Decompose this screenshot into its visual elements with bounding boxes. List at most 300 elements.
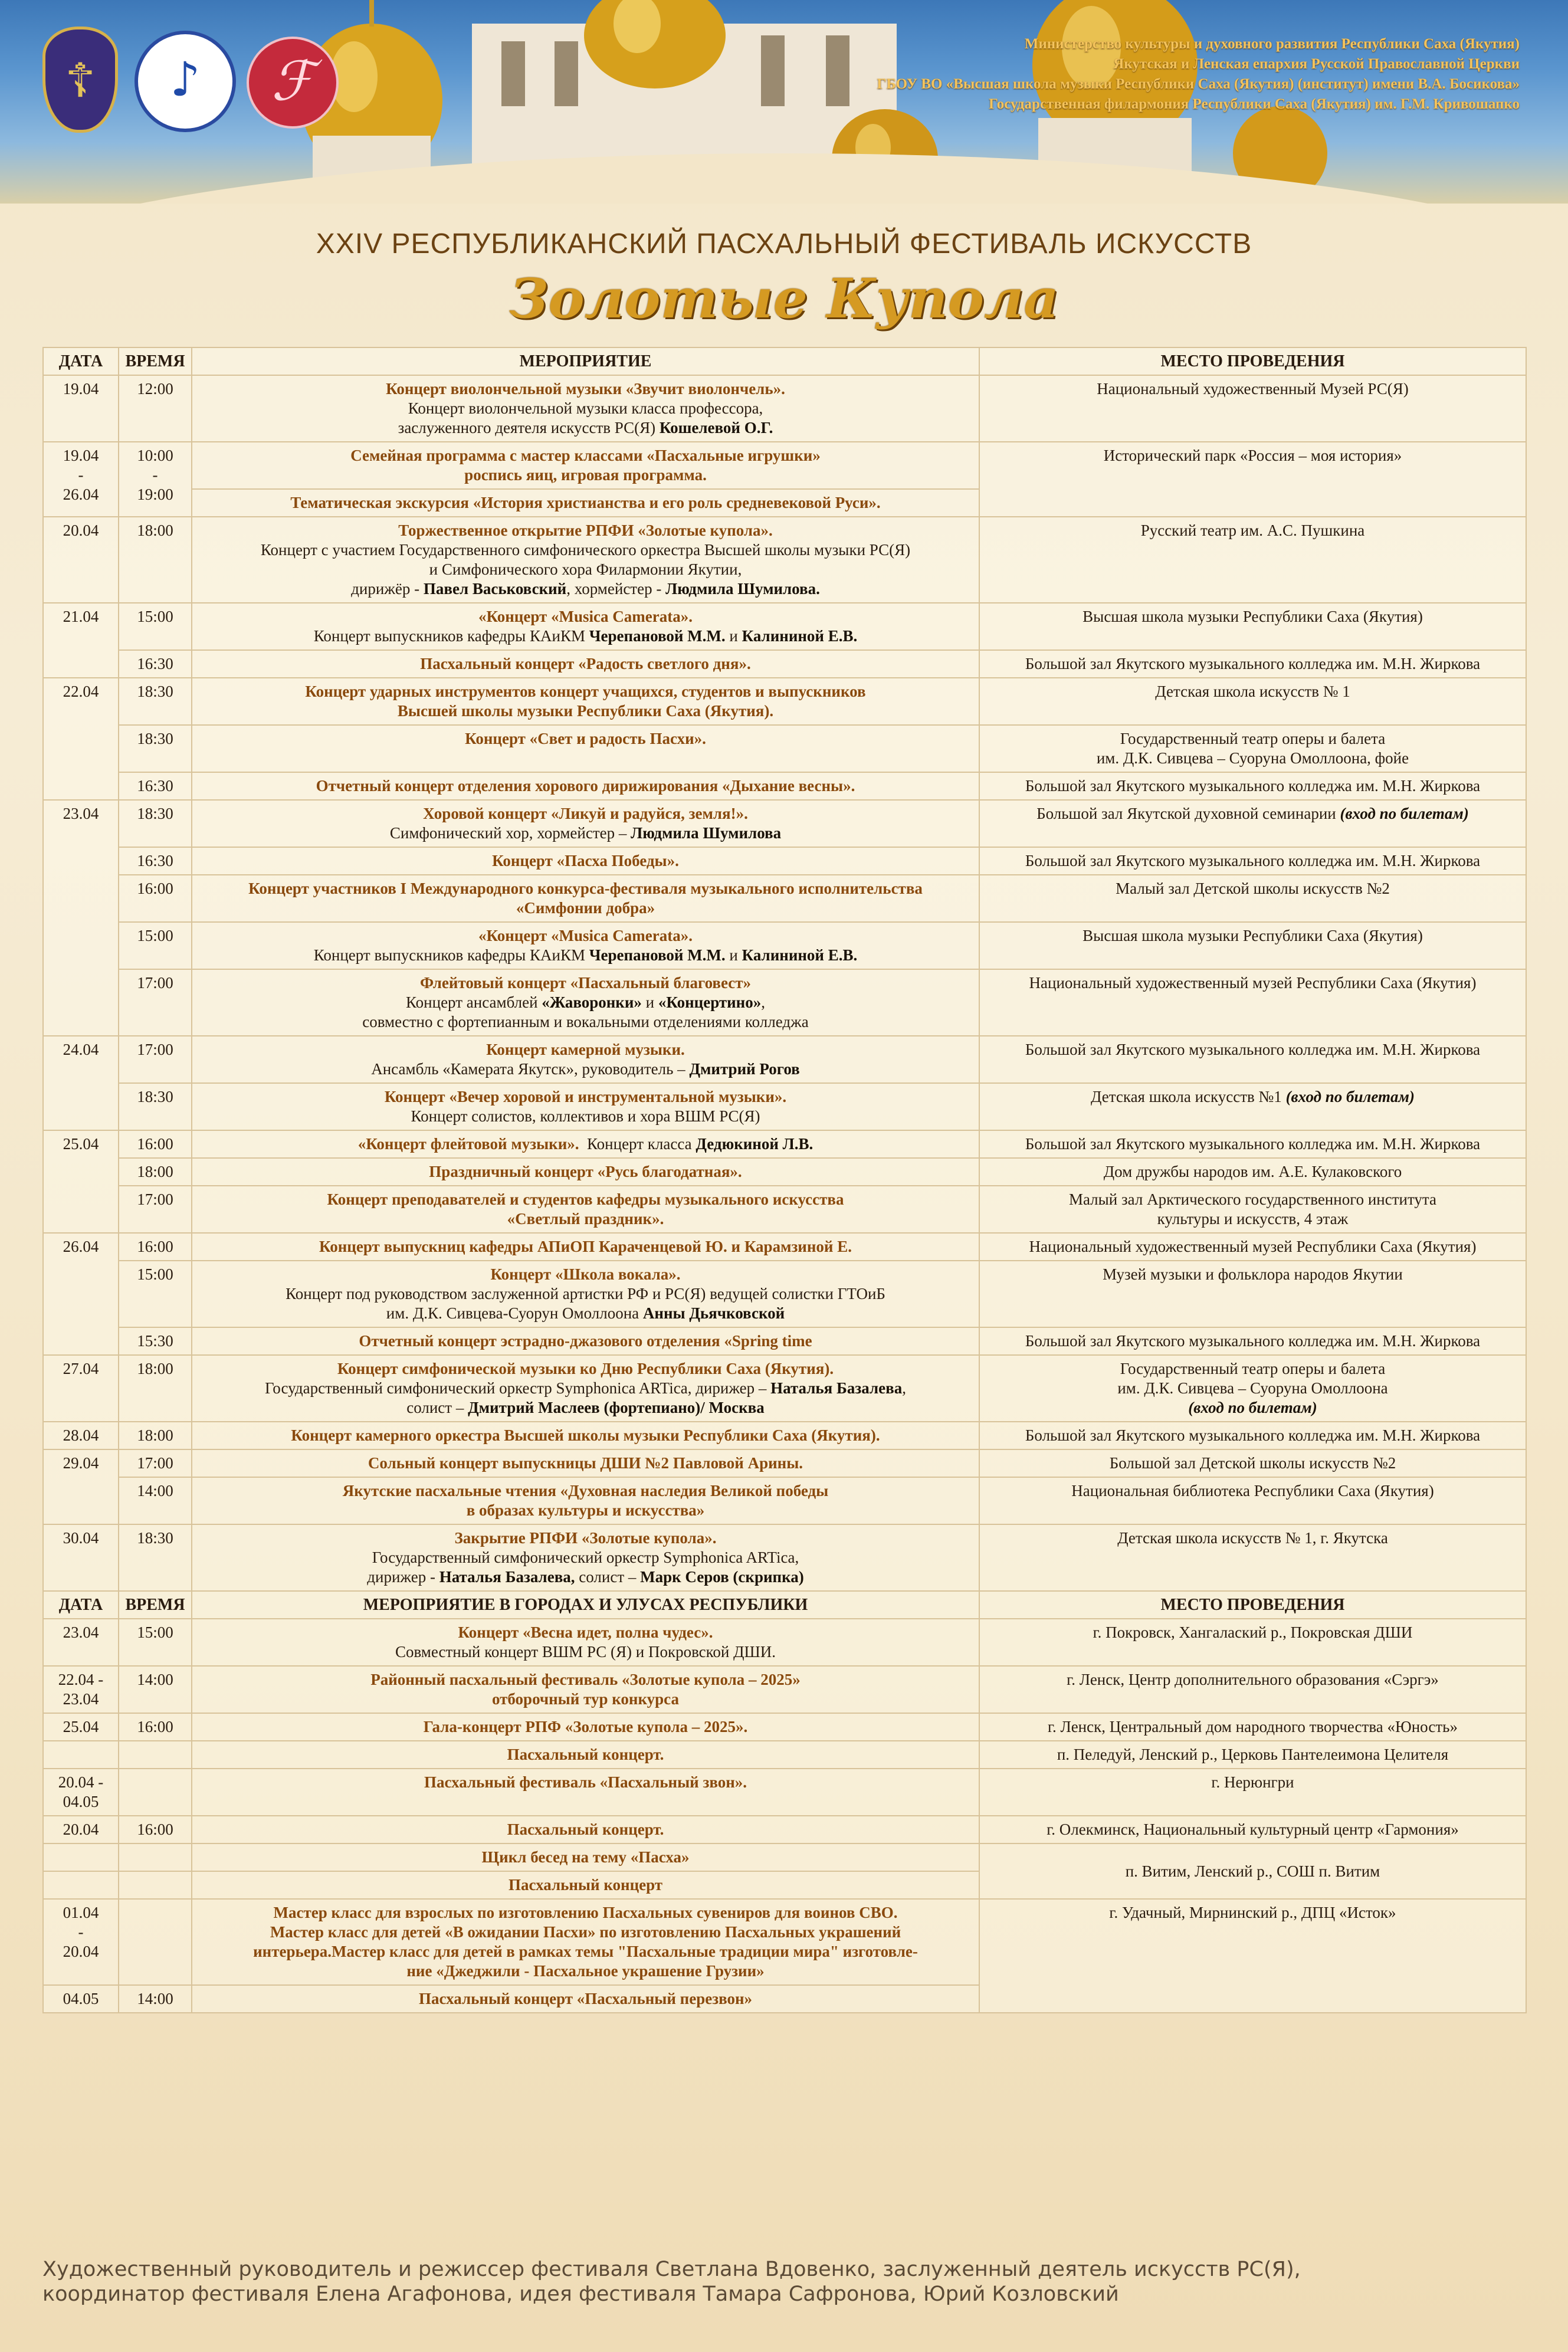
row-venue: Большой зал Якутского музыкального колледжа им. М.Н. Жиркова xyxy=(979,1327,1526,1355)
row-event xyxy=(192,969,979,1036)
row-event xyxy=(192,725,979,772)
table-row xyxy=(43,1769,1526,1816)
event-person: Калининой Е.В. xyxy=(742,946,858,964)
ensemble-name: «Жаворонки» xyxy=(542,993,642,1011)
event-text: Концерт выпускников кафедры КАиКМ xyxy=(313,627,589,645)
header-venue: МЕСТО ПРОВЕДЕНИЯ xyxy=(979,1591,1526,1619)
row-event xyxy=(192,847,979,875)
eparchy-cross-logo: ☦ xyxy=(42,27,118,133)
event-line: Концерт с участием Государственного симфонического оркестра Высшей школы музыки РС(Я) xyxy=(260,541,911,559)
row-event xyxy=(192,1477,979,1524)
event-line: Концерт под руководством заслуженной артистки РФ и РС(Я) ведущей солистки ГТОиБ xyxy=(286,1285,885,1303)
event-title: «Концерт флейтовой музыки». xyxy=(357,1135,579,1153)
row-time: 18:30 xyxy=(119,1524,192,1591)
table-row xyxy=(43,1186,1526,1233)
row-date: 28.04 xyxy=(43,1422,119,1449)
table-row xyxy=(43,678,1526,725)
event-line xyxy=(197,626,974,646)
row-event xyxy=(192,375,979,442)
date-start: 20.04 - xyxy=(58,1773,104,1791)
row-venue: Детская школа искусств № 1, г. Якутска xyxy=(979,1524,1526,1591)
row-date: 20.04 xyxy=(43,517,119,603)
row-event xyxy=(192,1619,979,1666)
venue-line: Государственный театр оперы и балета xyxy=(1120,730,1386,747)
row-date: 19.04 xyxy=(43,375,119,442)
row-time: 12:00 xyxy=(119,375,192,442)
date-start: 22.04 - xyxy=(58,1671,104,1688)
table-row xyxy=(43,603,1526,650)
row-time: 18:30 xyxy=(119,1083,192,1130)
row-date xyxy=(43,442,119,517)
header-event-regions: МЕРОПРИЯТИЕ В ГОРОДАХ И УЛУСАХ РЕСПУБЛИКИ xyxy=(192,1591,979,1619)
venue-line: им. Д.К. Сивцева – Суоруна Омоллоона xyxy=(1117,1379,1388,1397)
table-row xyxy=(43,1158,1526,1186)
event-title: Пасхальный концерт xyxy=(508,1876,663,1894)
venue-line: Государственный театр оперы и балета xyxy=(1120,1360,1386,1377)
row-venue: Большой зал Якутского музыкального колледжа им. М.Н. Жиркова xyxy=(979,1036,1526,1083)
row-event xyxy=(192,1899,979,1985)
row-time: 17:00 xyxy=(119,1449,192,1477)
date-end: 20.04 xyxy=(63,1943,99,1960)
table-row xyxy=(43,1233,1526,1261)
table-row xyxy=(43,847,1526,875)
row-date: 23.04 xyxy=(43,800,119,1036)
event-line xyxy=(197,993,974,1012)
table-row xyxy=(43,1449,1526,1477)
event-line xyxy=(197,824,974,843)
event-title: Якутские пасхальные чтения «Духовная наследия Великой победы xyxy=(342,1482,829,1500)
event-title: Концерт участников I Международного конкурса-фестиваля музыкального исполнительства xyxy=(248,880,923,897)
event-title: Концерт «Свет и радость Пасхи». xyxy=(465,730,706,747)
date-dash: - xyxy=(78,466,84,484)
row-time: 15:00 xyxy=(119,1619,192,1666)
row-date: 04.05 xyxy=(43,1985,119,2013)
festival-title: XXIV РЕСПУБЛИКАНСКИЙ ПАСХАЛЬНЫЙ ФЕСТИВАЛЬ ИСКУССТВ xyxy=(316,228,1252,260)
event-title: роспись яиц, игровая программа. xyxy=(464,466,707,484)
row-time: 16:30 xyxy=(119,772,192,800)
row-venue xyxy=(979,1083,1526,1130)
ticket-note: (вход по билетам) xyxy=(1340,805,1469,822)
header-time: ВРЕМЯ xyxy=(119,347,192,375)
event-title: Отчетный концерт эстрадно-джазового отделения «Spring time xyxy=(359,1332,812,1350)
event-person: Людмила Шумилова. xyxy=(665,580,820,598)
row-venue: г. Олекминск, Национальный культурный центр «Гармония» xyxy=(979,1816,1526,1843)
date-dash: - xyxy=(78,1923,84,1941)
date-end: 26.04 xyxy=(63,486,99,503)
event-title: Щикл бесед на тему «Пасха» xyxy=(481,1848,690,1866)
row-date xyxy=(43,1871,119,1899)
row-event xyxy=(192,1449,979,1477)
row-event xyxy=(192,650,979,678)
date-start: 19.04 xyxy=(63,447,99,464)
row-venue: Национальный художественный музей Республики Саха (Якутия) xyxy=(979,969,1526,1036)
row-venue: Большой зал Якутского музыкального колледжа им. М.Н. Жиркова xyxy=(979,1422,1526,1449)
row-time: 17:00 xyxy=(119,969,192,1036)
event-person: Наталья Базалева xyxy=(770,1379,903,1397)
organizer-ministry: Министерство культуры и духовного развития Республики Саха (Якутия) xyxy=(1024,36,1520,52)
row-venue: Малый зал Детской школы искусств №2 xyxy=(979,875,1526,922)
event-title: Отчетный концерт отделения хорового дирижирования «Дыхание весны». xyxy=(316,777,855,795)
row-time: 16:00 xyxy=(119,1713,192,1741)
event-person: Павел Васьковский xyxy=(423,580,567,598)
row-venue: Национальная библиотека Республики Саха (Якутия) xyxy=(979,1477,1526,1524)
table-row xyxy=(43,800,1526,847)
date-start: 01.04 xyxy=(63,1904,99,1921)
time-end: 19:00 xyxy=(137,486,173,503)
row-time xyxy=(119,1769,192,1816)
event-title: Высшей школы музыки Республики Саха (Якутия). xyxy=(397,702,774,720)
event-title: Пасхальный фестиваль «Пасхальный звон». xyxy=(424,1773,747,1791)
row-venue xyxy=(979,1186,1526,1233)
event-title: Тематическая экскурсия «История христианства и его роль средневековой Руси». xyxy=(290,494,881,511)
event-line xyxy=(197,946,974,965)
table-row xyxy=(43,772,1526,800)
event-title: Гала-концерт РПФ «Золотые купола – 2025». xyxy=(423,1718,748,1736)
event-title: Концерт преподавателей и студентов кафедры музыкального искусства xyxy=(327,1190,844,1208)
row-time: 14:00 xyxy=(119,1666,192,1713)
row-venue: г. Нерюнгри xyxy=(979,1769,1526,1816)
event-person: Кошелевой О.Г. xyxy=(659,419,773,437)
event-title: Концерт ударных инструментов концерт учащихся, студентов и выпускников xyxy=(305,683,866,700)
row-time: 15:00 xyxy=(119,603,192,650)
event-title: Концерт камерного оркестра Высшей школы музыки Республики Саха (Якутия). xyxy=(291,1426,880,1444)
table-row xyxy=(43,1477,1526,1524)
event-title: Пасхальный концерт. xyxy=(507,1746,664,1763)
philharmonic-logo: ℱ xyxy=(247,37,339,129)
row-time: 16:30 xyxy=(119,650,192,678)
time-start: 10:00 xyxy=(137,447,173,464)
event-person: Марк Серов (скрипка) xyxy=(640,1568,804,1586)
table-row xyxy=(43,442,1526,489)
event-text: Симфонический хор, хормейстер – xyxy=(389,824,631,842)
schedule-table xyxy=(42,347,1527,2013)
event-title: в образах культуры и искусства» xyxy=(466,1501,705,1519)
row-event xyxy=(192,1186,979,1233)
event-person: Черепановой М.М. xyxy=(589,627,726,645)
event-title: отборочный тур конкурса xyxy=(492,1690,679,1708)
table-row xyxy=(43,725,1526,772)
row-venue: Большой зал Якутского музыкального колледжа им. М.Н. Жиркова xyxy=(979,772,1526,800)
table-row xyxy=(43,1422,1526,1449)
row-event xyxy=(192,1130,979,1158)
row-event xyxy=(192,1985,979,2013)
venue-text: Большой зал Якутской духовной семинарии xyxy=(1036,805,1340,822)
row-event xyxy=(192,1843,979,1871)
event-title: Концерт «Вечер хоровой и инструментальной музыки». xyxy=(384,1088,787,1106)
row-date: 22.04 xyxy=(43,678,119,800)
row-venue: Большой зал Якутского музыкального колледжа им. М.Н. Жиркова xyxy=(979,650,1526,678)
row-event xyxy=(192,1083,979,1130)
row-time: 15:00 xyxy=(119,922,192,969)
ensemble-name: «Концертино» xyxy=(658,993,762,1011)
row-date: 26.04 xyxy=(43,1233,119,1355)
table-row xyxy=(43,1713,1526,1741)
event-title: Пасхальный концерт «Пасхальный перезвон» xyxy=(418,1990,753,2007)
event-title: Концерт «Весна идет, полна чудес». xyxy=(458,1623,713,1641)
event-title: «Концерт «Musica Camerata». xyxy=(478,608,693,625)
event-title: Сольный концерт выпускницы ДШИ №2 Павловой Арины. xyxy=(368,1454,803,1472)
row-venue: Большой зал Якутского музыкального колледжа им. М.Н. Жиркова xyxy=(979,1130,1526,1158)
row-venue: г. Ленск, Центральный дом народного творчества «Юность» xyxy=(979,1713,1526,1741)
time-dash: - xyxy=(152,466,158,484)
row-event xyxy=(192,1769,979,1816)
event-person: Калининой Е.В. xyxy=(742,627,858,645)
event-person: Наталья Базалева, xyxy=(439,1568,575,1586)
event-title: Районный пасхальный фестиваль «Золотые купола – 2025» xyxy=(370,1671,801,1688)
row-venue: Большой зал Детской школы искусств №2 xyxy=(979,1449,1526,1477)
event-text: и xyxy=(641,993,658,1011)
event-person: Черепановой М.М. xyxy=(589,946,726,964)
row-time: 15:00 xyxy=(119,1261,192,1327)
event-title: Концерт выпускниц кафедры АПиОП Караченцевой Ю. и Карамзиной Е. xyxy=(319,1238,852,1255)
row-venue: Детская школа искусств № 1 xyxy=(979,678,1526,725)
table-row xyxy=(43,1666,1526,1713)
row-event xyxy=(192,1158,979,1186)
event-text: и xyxy=(725,627,742,645)
row-event xyxy=(192,1327,979,1355)
event-title: Концерт виолончельной музыки «Звучит виолончель». xyxy=(386,380,785,398)
row-time: 15:30 xyxy=(119,1327,192,1355)
row-event xyxy=(192,1713,979,1741)
row-time xyxy=(119,1843,192,1871)
event-line: и Симфонического хора Филармонии Якутии, xyxy=(429,560,742,578)
event-line xyxy=(197,1379,974,1398)
row-time: 17:00 xyxy=(119,1186,192,1233)
row-date xyxy=(43,1741,119,1769)
table-row xyxy=(43,1327,1526,1355)
row-date: 20.04 xyxy=(43,1816,119,1843)
venue-line: культуры и искусств, 4 этаж xyxy=(1157,1210,1349,1228)
row-venue xyxy=(979,800,1526,847)
row-date xyxy=(43,1899,119,1985)
table-row xyxy=(43,1816,1526,1843)
date-end: 04.05 xyxy=(63,1793,99,1810)
event-text: заслуженного деятеля искусств РС(Я) xyxy=(398,419,656,437)
row-venue: Высшая школа музыки Республики Саха (Якутия) xyxy=(979,922,1526,969)
event-title: Мастер класс для взрослых по изготовлению Пасхальных сувениров для воинов СВО. xyxy=(273,1904,898,1921)
row-event xyxy=(192,517,979,603)
table-row xyxy=(43,1741,1526,1769)
row-venue xyxy=(979,725,1526,772)
row-event xyxy=(192,922,979,969)
row-venue: п. Витим, Ленский р., СОШ п. Витим xyxy=(979,1843,1526,1899)
event-line xyxy=(197,1304,974,1323)
event-text: и xyxy=(725,946,742,964)
event-line: Концерт виолончельной музыки класса профессора, xyxy=(408,399,763,417)
header-event: МЕРОПРИЯТИЕ xyxy=(192,347,979,375)
row-time: 16:00 xyxy=(119,875,192,922)
venue-line: им. Д.К. Сивцева – Суоруна Омоллоона, фойе xyxy=(1096,749,1409,767)
header-time: ВРЕМЯ xyxy=(119,1591,192,1619)
event-line: Государственный симфонический оркестр Symphonica ARTica, xyxy=(372,1549,799,1566)
row-event xyxy=(192,678,979,725)
event-line xyxy=(197,418,974,438)
table-row xyxy=(43,1899,1526,1985)
row-date xyxy=(43,1666,119,1713)
event-line xyxy=(197,1398,974,1418)
event-line xyxy=(197,1059,974,1079)
row-venue: г. Удачный, Мирнинский р., ДПЦ «Исток» xyxy=(979,1899,1526,2013)
table-row xyxy=(43,1261,1526,1327)
row-event xyxy=(192,603,979,650)
row-date: 29.04 xyxy=(43,1449,119,1524)
row-venue xyxy=(979,1355,1526,1422)
event-text: Концерт выпускников кафедры КАиКМ xyxy=(313,946,589,964)
table-row xyxy=(43,1524,1526,1591)
event-line: Концерт солистов, коллективов и хора ВШМ РС(Я) xyxy=(411,1107,760,1125)
header-date: ДАТА xyxy=(43,347,119,375)
row-time: 18:00 xyxy=(119,1355,192,1422)
event-text: , xyxy=(761,993,765,1011)
row-time: 18:30 xyxy=(119,678,192,725)
table-row xyxy=(43,517,1526,603)
event-title: Семейная программа с мастер классами «Пасхальные игрушки» xyxy=(350,447,821,464)
row-venue: Большой зал Якутского музыкального колледжа им. М.Н. Жиркова xyxy=(979,847,1526,875)
ticket-note: (вход по билетам) xyxy=(1188,1399,1317,1416)
row-time: 14:00 xyxy=(119,1477,192,1524)
row-time: 18:30 xyxy=(119,800,192,847)
event-title: Концерт симфонической музыки ко Дню Республики Саха (Якутия). xyxy=(337,1360,834,1377)
footer-line: координатор фестиваля Елена Агафонова, идея фестиваля Тамара Сафронова, Юрий Козловский xyxy=(42,2282,1119,2306)
row-event xyxy=(192,1524,979,1591)
event-person: Дедюкиной Л.В. xyxy=(696,1135,813,1153)
venue-text: Детская школа искусств №1 xyxy=(1091,1088,1286,1106)
event-title: Концерт камерной музыки. xyxy=(486,1041,685,1058)
table-row xyxy=(43,875,1526,922)
event-text: Концерт ансамблей xyxy=(406,993,542,1011)
event-person: Дмитрий Рогов xyxy=(689,1060,800,1078)
event-title: интерьера.Мастер класс для детей в рамках темы "Пасхальные традиции мира" изготовле- xyxy=(253,1943,918,1960)
festival-name: Золотые Купола xyxy=(509,267,1059,330)
row-event xyxy=(192,772,979,800)
music-school-logo: ♪ xyxy=(135,31,236,132)
row-event xyxy=(192,1816,979,1843)
table-row xyxy=(43,1843,1526,1871)
table-row xyxy=(43,1036,1526,1083)
event-text: Ансамбль «Камерата Якутск», руководитель – xyxy=(371,1060,690,1078)
row-time: 16:00 xyxy=(119,1233,192,1261)
table-header-row xyxy=(43,347,1526,375)
event-text: , хормейстер - xyxy=(566,580,666,598)
row-date: 23.04 xyxy=(43,1619,119,1666)
event-text: Государственный симфонический оркестр Symphonica ARTica, дирижер – xyxy=(265,1379,771,1397)
event-title: «Симфонии добра» xyxy=(516,899,655,917)
row-event xyxy=(192,1422,979,1449)
event-title: Закрытие РПФИ «Золотые купола». xyxy=(454,1529,717,1547)
row-date: 27.04 xyxy=(43,1355,119,1422)
event-title: Хоровой концерт «Ликуй и радуйся, земля!». xyxy=(423,805,748,822)
event-title: Мастер класс для детей «В ожидании Пасхи» по изготовлению Пасхальных украшений xyxy=(270,1923,901,1941)
table-header-row-regions xyxy=(43,1591,1526,1619)
organizer-school: ГБОУ ВО «Высшая школа музыки Республики Саха (Якутия) (институт) имени В.А. Босикова» xyxy=(877,76,1520,92)
row-time: 14:00 xyxy=(119,1985,192,2013)
row-event xyxy=(192,1261,979,1327)
event-person: Дмитрий Маслеев (фортепиано)/ Москва xyxy=(468,1399,765,1416)
event-text: , xyxy=(902,1379,906,1397)
row-venue: Национальный художественный музей Республики Саха (Якутия) xyxy=(979,1233,1526,1261)
event-title: Пасхальный концерт «Радость светлого дня». xyxy=(420,655,751,673)
row-event xyxy=(192,1036,979,1083)
row-venue: г. Покровск, Хангалаский р., Покровская ДШИ xyxy=(979,1619,1526,1666)
table-row xyxy=(43,1130,1526,1158)
event-text: им. Д.К. Сивцева-Суорун Омоллоона xyxy=(386,1304,643,1322)
row-venue: г. Ленск, Центр дополнительного образования «Сэргэ» xyxy=(979,1666,1526,1713)
row-venue: Национальный художественный Музей РС(Я) xyxy=(979,375,1526,442)
row-event xyxy=(192,1355,979,1422)
venue-line: Малый зал Арктического государственного института xyxy=(1068,1190,1437,1208)
date-end: 23.04 xyxy=(63,1690,99,1708)
row-time xyxy=(119,1899,192,1985)
header-banner xyxy=(0,0,1568,204)
ticket-note: (вход по билетам) xyxy=(1285,1088,1415,1106)
row-venue: Дом дружбы народов им. А.Е. Кулаковского xyxy=(979,1158,1526,1186)
table-row xyxy=(43,650,1526,678)
organizers-list xyxy=(877,34,1520,114)
footer-credits xyxy=(42,2257,1526,2307)
event-text: Концерт класса xyxy=(579,1135,696,1153)
event-text: солист – xyxy=(406,1399,468,1416)
event-text: дирижер - xyxy=(367,1568,439,1586)
row-event xyxy=(192,875,979,922)
table-row xyxy=(43,922,1526,969)
event-title: «Концерт «Musica Camerata». xyxy=(478,927,693,944)
organizer-eparchy: Якутская и Ленская епархия Русской Православной Церкви xyxy=(1113,56,1520,72)
table-row xyxy=(43,1619,1526,1666)
row-venue: Музей музыки и фольклора народов Якутии xyxy=(979,1261,1526,1327)
event-person: Анны Дьячковской xyxy=(642,1304,785,1322)
row-event xyxy=(192,442,979,489)
event-person: Людмила Шумилова xyxy=(631,824,782,842)
organizer-philharmonic: Государственная филармония Республики Саха (Якутия) им. Г.М. Кривошапко xyxy=(989,96,1520,112)
row-time xyxy=(119,442,192,517)
row-date: 25.04 xyxy=(43,1130,119,1233)
table-row xyxy=(43,1083,1526,1130)
row-event xyxy=(192,1233,979,1261)
row-venue: Высшая школа музыки Республики Саха (Якутия) xyxy=(979,603,1526,650)
row-event xyxy=(192,1741,979,1769)
header-venue: МЕСТО ПРОВЕДЕНИЯ xyxy=(979,347,1526,375)
row-venue: Исторический парк «Россия – моя история» xyxy=(979,442,1526,517)
event-title: Праздничный концерт «Русь благодатная». xyxy=(429,1163,742,1180)
event-title: «Светлый праздник». xyxy=(507,1210,664,1228)
row-time: 16:30 xyxy=(119,847,192,875)
row-event xyxy=(192,800,979,847)
row-time xyxy=(119,1871,192,1899)
row-time: 17:00 xyxy=(119,1036,192,1083)
event-line: Совместный концерт ВШМ РС (Я) и Покровской ДШИ. xyxy=(395,1643,776,1661)
event-text: солист – xyxy=(575,1568,641,1586)
event-line xyxy=(197,579,974,599)
row-event xyxy=(192,1666,979,1713)
row-time: 18:00 xyxy=(119,517,192,603)
event-title: Торжественное открытие РПФИ «Золотые купола». xyxy=(398,521,773,539)
table-row xyxy=(43,375,1526,442)
row-time: 18:00 xyxy=(119,1158,192,1186)
event-title: Флейтовый концерт «Пасхальный благовест» xyxy=(419,974,752,992)
row-time xyxy=(119,1741,192,1769)
row-venue: п. Пеледуй, Ленский р., Церковь Пантелеимона Целителя xyxy=(979,1741,1526,1769)
event-text: дирижёр - xyxy=(351,580,424,598)
event-title: Концерт «Пасха Победы». xyxy=(492,852,679,870)
row-time: 16:00 xyxy=(119,1816,192,1843)
event-line: совместно с фортепианным и вокальными отделениями колледжа xyxy=(362,1013,809,1031)
event-title: Пасхальный концерт. xyxy=(507,1820,664,1838)
row-date: 21.04 xyxy=(43,603,119,678)
footer-line: Художественный руководитель и режиссер фестиваля Светлана Вдовенко, заслуженный деятель искусств РС(Я), xyxy=(42,2258,1301,2281)
row-event xyxy=(192,1871,979,1899)
table-row xyxy=(43,1355,1526,1422)
row-date xyxy=(43,1769,119,1816)
